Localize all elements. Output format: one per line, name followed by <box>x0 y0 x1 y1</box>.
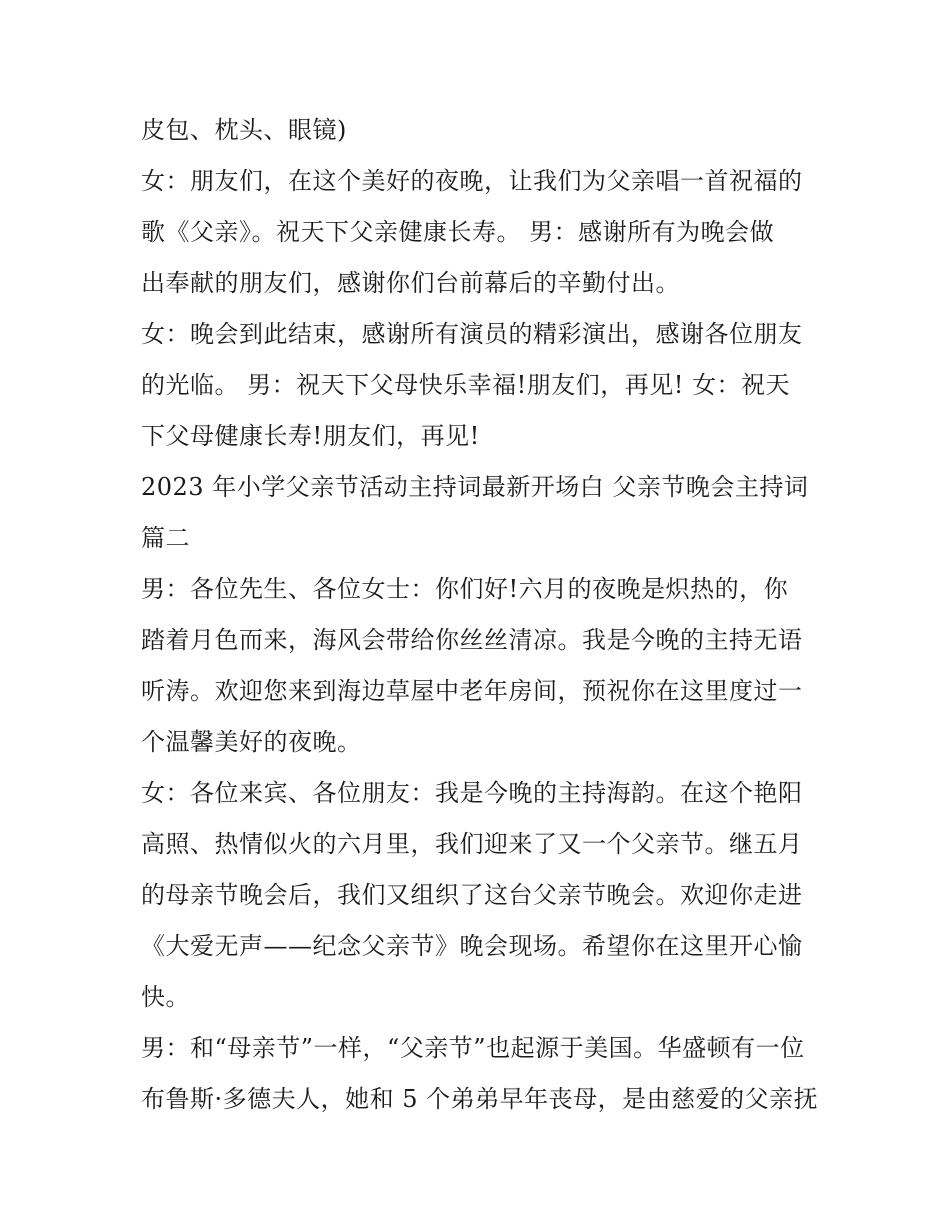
paragraph-7 <box>141 1023 821 1125</box>
heading-line: 2023 年小学父亲节活动主持词最新开场白 父亲节晚会主持词 <box>141 473 809 501</box>
text-line: 踏着月色而来，海风会带给你丝丝清凉。我是今晚的主持无语 <box>141 626 803 654</box>
section-heading <box>141 462 821 564</box>
text-line: 个温馨美好的夜晚。 <box>141 728 362 756</box>
text-line: 皮包、枕头、眼镜) <box>141 116 347 144</box>
text-line: 《大爱无声——纪念父亲节》晚会现场。希望你在这里开心愉 <box>141 932 803 960</box>
text-line: 歌《父亲》。祝天下父亲健康长寿。 男：感谢所有为晚会做 <box>141 218 775 246</box>
text-line: 男：和“母亲节”一样，“父亲节”也起源于美国。华盛顿有一位 <box>141 1034 805 1062</box>
paragraph-1 <box>141 105 821 156</box>
text-line: 女：晚会到此结束，感谢所有演员的精彩演出，感谢各位朋友 <box>141 320 803 348</box>
text-line: 下父母健康长寿!朋友们，再见! <box>141 422 480 450</box>
text-line: 女：各位来宾、各位朋友：我是今晚的主持海韵。在这个艳阳 <box>141 779 803 807</box>
text-line: 女：朋友们，在这个美好的夜晚，让我们为父亲唱一首祝福的 <box>141 167 803 195</box>
paragraph-2 <box>141 156 821 309</box>
text-line: 的母亲节晚会后，我们又组织了这台父亲节晚会。欢迎你走进 <box>141 881 803 909</box>
text-line: 男：各位先生、各位女士：你们好!六月的夜晚是炽热的，你 <box>141 575 789 603</box>
text-line: 出奉献的朋友们，感谢你们台前幕后的辛勤付出。 <box>141 269 680 297</box>
text-line: 听涛。欢迎您来到海边草屋中老年房间，预祝你在这里度过一 <box>141 677 803 705</box>
heading-line: 篇二 <box>141 524 190 552</box>
text-line: 布鲁斯·多德夫人，她和 5 个弟弟早年丧母，是由慈爱的父亲抚 <box>141 1085 819 1113</box>
text-line: 快。 <box>141 983 190 1011</box>
paragraph-3 <box>141 309 821 462</box>
paragraph-6 <box>141 768 821 1023</box>
text-line: 高照、热情似火的六月里，我们迎来了又一个父亲节。继五月 <box>141 830 803 858</box>
text-line: 的光临。 男：祝天下父母快乐幸福!朋友们，再见! 女：祝天 <box>141 371 791 399</box>
paragraph-5 <box>141 564 821 768</box>
document-body <box>141 105 821 1125</box>
